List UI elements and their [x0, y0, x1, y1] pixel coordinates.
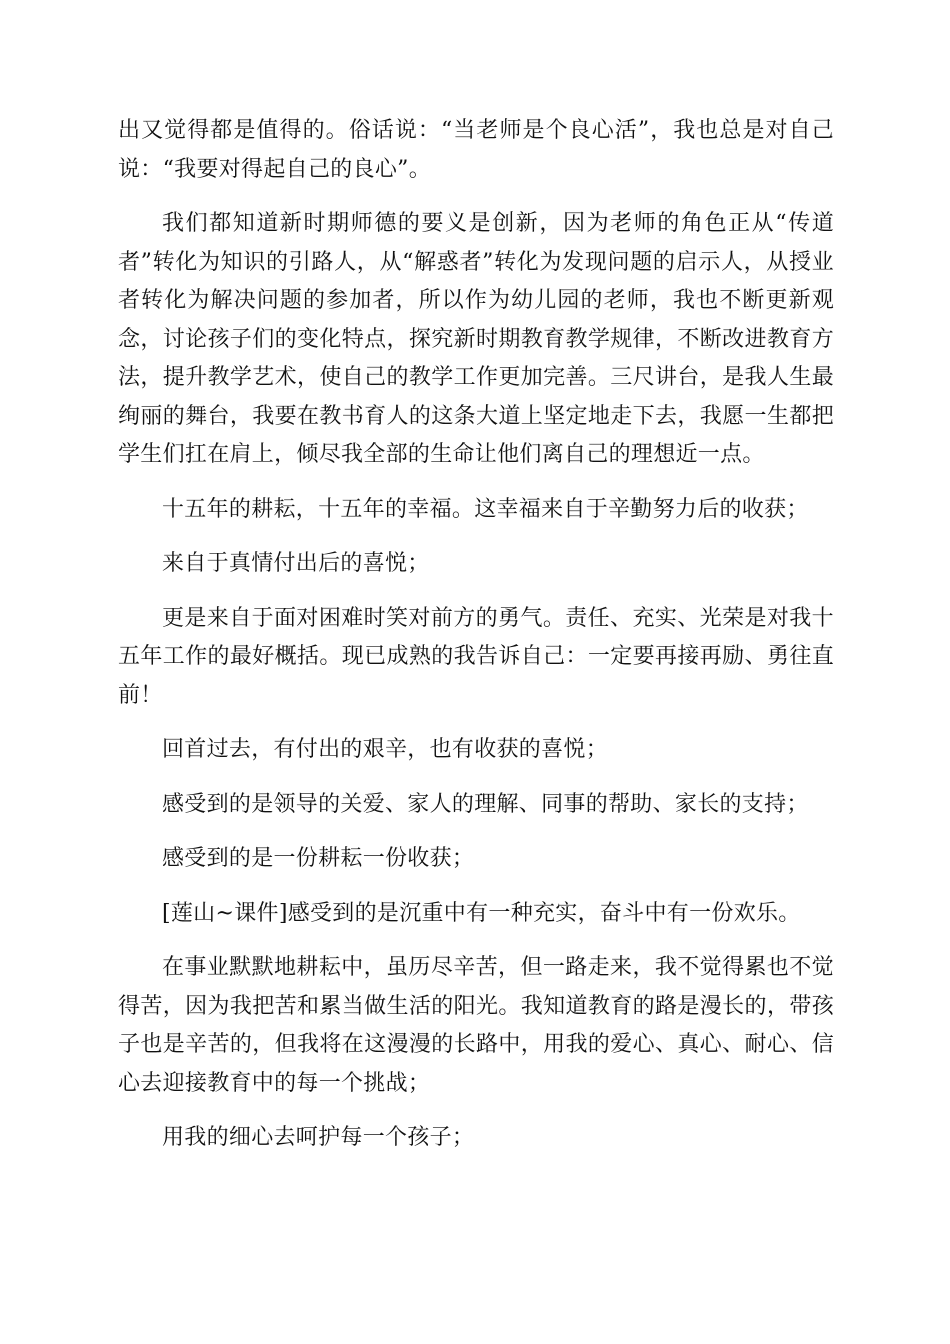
paragraph-6: 回首过去，有付出的艰辛，也有收获的喜悦； — [162, 737, 609, 762]
paragraph-2: 我们都知道新时期师德的要义是创新，因为老师的角色正从“传道者”转化为知识的引路人，从“解惑者”转化为发现问题的启示人，从授业者转化为解决问题的参加者，所以作为幼儿园的老师，我也不断更新观念，讨论孩子们的变化特点，探究新时期教育教学规律，不断改进教育方法，提升教学艺术，使自己的教学工作更加完善。三尺讲台，是我人生最绚丽的舞台，我要在教书育人的这条大道上坚定地走下去，我愿一生都把学生们扛在肩上，倾尽我全部的生命让他们离自己的理想近一点。 — [118, 211, 834, 467]
document-body — [118, 112, 834, 1174]
paragraph-10: 在事业默默地耕耘中，虽历尽辛苦，但一路走来，我不觉得累也不觉得苦，因为我把苦和累当做生活的阳光。我知道教育的路是漫长的，带孩子也是辛苦的，但我将在这漫漫的长路中，用我的爱心、真心、耐心、信心去迎接教育中的每一个挑战； — [118, 955, 834, 1096]
paragraph-1: 出又觉得都是值得的。俗话说：“当老师是个良心活”，我也总是对自己说：“我要对得起自己的良心”。 — [118, 118, 834, 182]
paragraph-4: 来自于真情付出后的喜悦； — [162, 551, 430, 576]
paragraph-5: 更是来自于面对困难时笑对前方的勇气。责任、充实、光荣是对我十五年工作的最好概括。现已成熟的我告诉自己：一定要再接再励、勇往直前！ — [118, 605, 834, 708]
paragraph-11: 用我的细心去呵护每一个孩子； — [162, 1125, 475, 1150]
paragraph-8: 感受到的是一份耕耘一份收获； — [162, 846, 475, 871]
paragraph-3: 十五年的耕耘，十五年的幸福。这幸福来自于辛勤努力后的收获； — [162, 496, 809, 522]
paragraph-9: [莲山~课件]感受到的是沉重中有一种充实，奋斗中有一份欢乐。 — [162, 900, 801, 926]
paragraph-7: 感受到的是领导的关爱、家人的理解、同事的帮助、家长的支持； — [162, 791, 809, 817]
